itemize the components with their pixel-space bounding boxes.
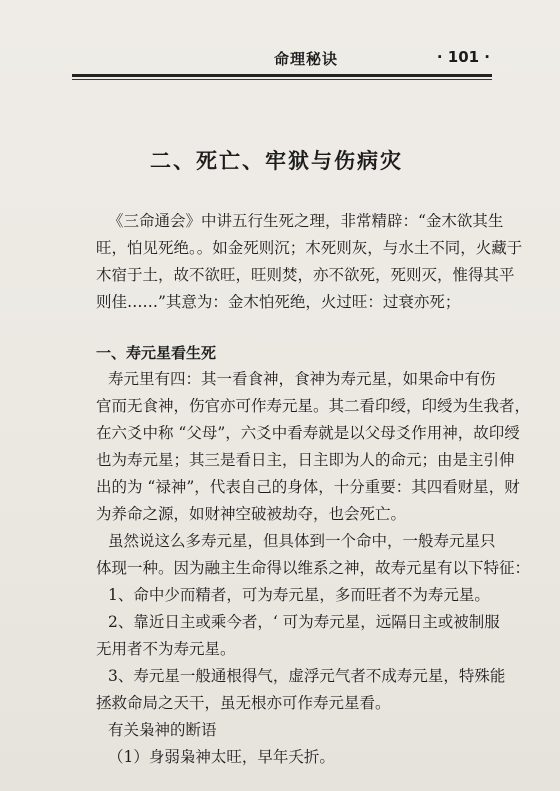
text-line: 寿元里有四：其一看食神，食神为寿元星，如果命中有伤	[108, 370, 496, 388]
running-header	[74, 48, 490, 70]
text-line: 出的为 “禄神”，代表自己的身体，十分重要：其四看财星，财	[96, 478, 520, 496]
chapter-title: 二、死亡、牢狱与伤病灾	[150, 149, 403, 173]
text-line: 为养命之源，如财神空破被劫夺，也会死亡。	[96, 505, 407, 523]
text-line: 虽然说这么多寿元星，但具体到一个命中，一般寿元星只	[108, 532, 496, 550]
section-heading: 一、寿元星看生死	[96, 344, 217, 362]
text-line: 木宿于土，故不欲旺，旺则焚，亦不欲死，死则灭，惟得其平	[96, 266, 515, 284]
page-number: · 101 ·	[436, 48, 490, 66]
list-item: 3、寿元星一般通根得气，虚浮元气者不成寿元星，特殊能	[108, 667, 506, 685]
header-rule-thick	[72, 74, 492, 77]
text-line: 官而无食神，伤官亦可作寿元星。其二看印绶，印绶为生我者，	[96, 397, 531, 415]
header-rule-thin	[72, 79, 492, 80]
list-item: （1）身弱枭神太旺，早年夭折。	[108, 748, 335, 766]
text-line: 在六爻中称 “父母”，六爻中看寿就是以父母爻作用神，故印绶	[96, 424, 520, 442]
list-item: 2、靠近日主或乘今者，‘ 可为寿元星，远隔日主或被制服	[108, 613, 500, 631]
text-line: 《三命通会》中讲五行生死之理，非常精辟：“金木欲其生	[108, 212, 504, 230]
text-line: 体现一种。因为融主生命得以维系之神，故寿元星有以下特征：	[96, 559, 531, 577]
subheading: 有关枭神的断语	[108, 721, 217, 739]
text-line: 无用者不为寿元星。	[96, 640, 236, 658]
text-line: 则佳……”其意为：金木怕死绝，火过旺：过衰亦死；	[96, 293, 461, 311]
text-line: 拯救命局之天干，虽无根亦可作寿元星看。	[96, 694, 391, 712]
list-item: 1、命中少而精者，可为寿元星，多而旺者不为寿元星。	[108, 586, 490, 604]
header-title: 命理秘诀	[274, 50, 339, 68]
text-line: 也为寿元星；其三是看日主，日主即为人的命元；由是主引伸	[96, 451, 515, 469]
text-line: 旺，怕见死绝。。如金死则沉；木死则灰，与水土不同，火藏于	[96, 239, 523, 257]
